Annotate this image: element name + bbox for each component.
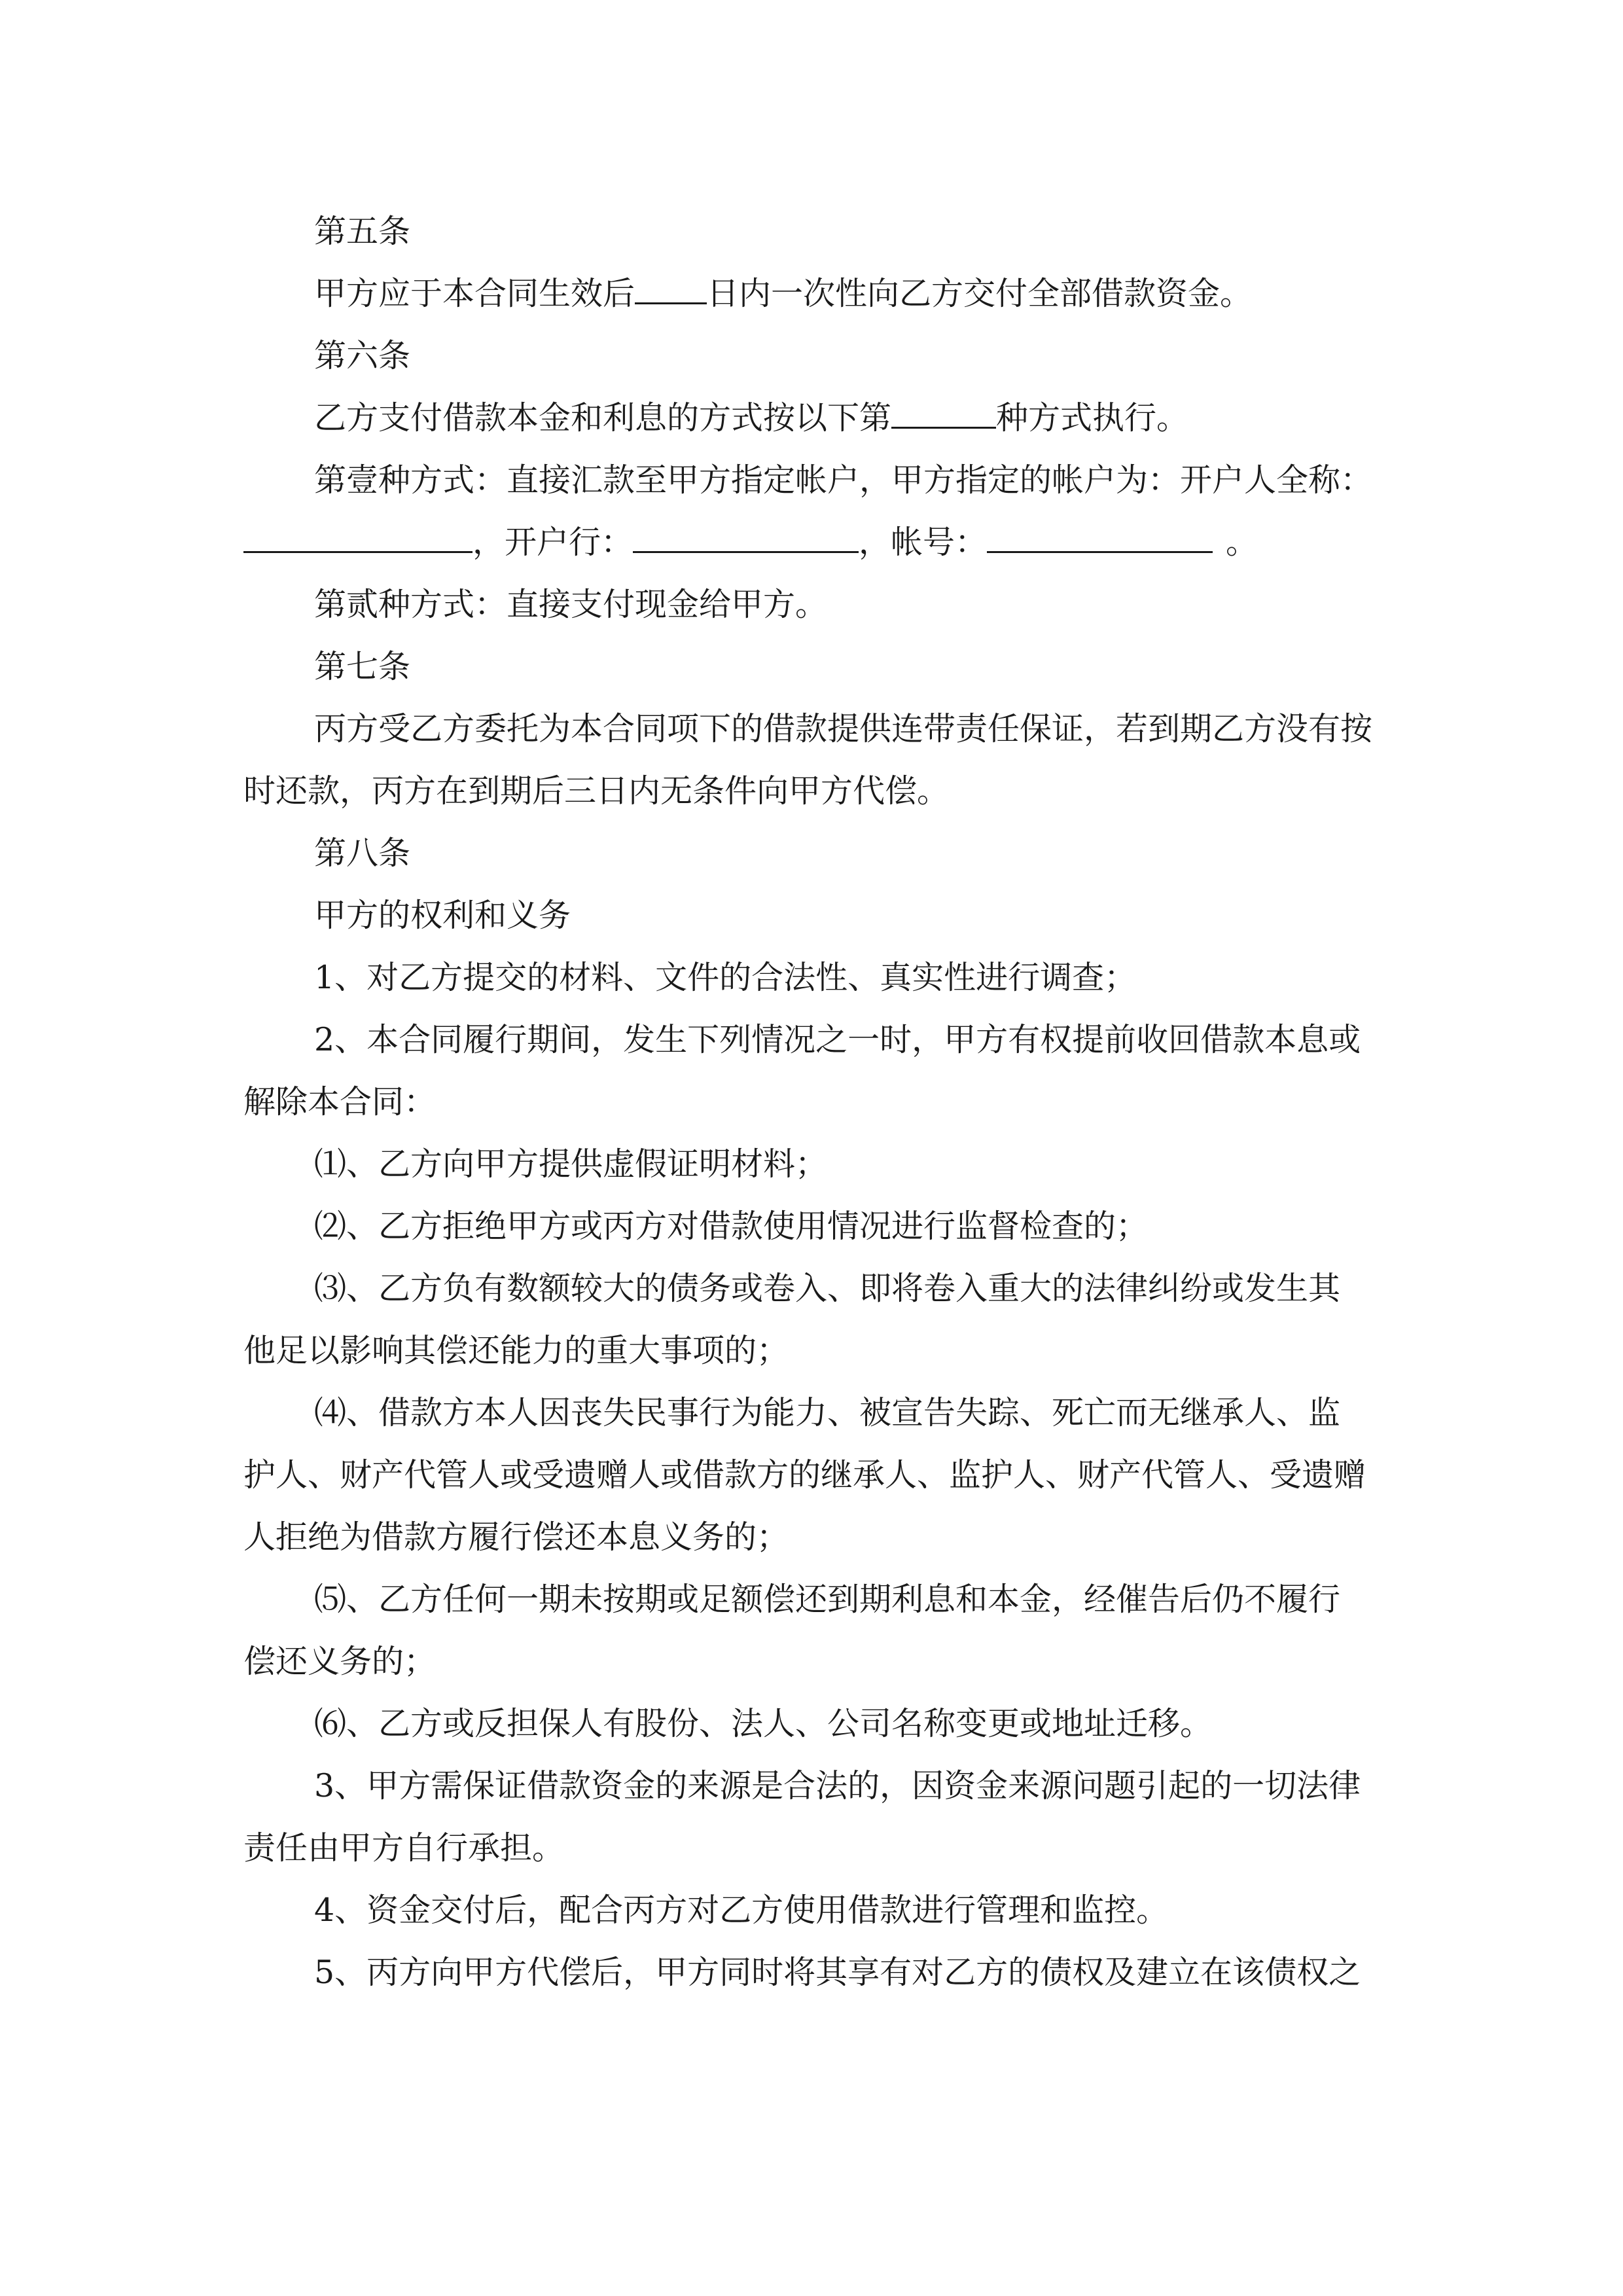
method-2-text: 第贰种方式：直接支付现金给甲方。 bbox=[314, 586, 828, 623]
article-7-line-2: 时还款，丙方在到期后三日内无条件向甲方代偿。 bbox=[243, 772, 950, 810]
item-2-line-1: 2、本合同履行期间，发生下列情况之一时，甲方有权提前收回借款本息或 bbox=[314, 1021, 1361, 1058]
article-5-text-before: 甲方应于本合同生效后 bbox=[314, 275, 635, 312]
article-5-text bbox=[314, 274, 1252, 314]
article-8-subheading: 甲方的权利和义务 bbox=[314, 897, 571, 934]
article-6-heading: 第六条 bbox=[314, 337, 411, 374]
item-3-line-2: 责任由甲方自行承担。 bbox=[243, 1829, 565, 1867]
article-8-heading: 第八条 bbox=[314, 834, 411, 872]
article-6-text-before: 乙方支付借款本金和利息的方式按以下第 bbox=[314, 399, 892, 437]
item-4: 4、资金交付后，配合丙方对乙方使用借款进行管理和监控。 bbox=[314, 1892, 1169, 1929]
method-1-account-label: ，帐号： bbox=[859, 524, 988, 561]
sub-item-5-line-1: ⑸、乙方任何一期未按期或足额偿还到期利息和本金，经催告后仍不履行 bbox=[314, 1581, 1341, 1618]
article-6-text bbox=[314, 398, 1188, 439]
bank-name-blank-field[interactable] bbox=[633, 525, 859, 553]
sub-item-5-line-2: 偿还义务的； bbox=[243, 1643, 437, 1680]
article-5-heading: 第五条 bbox=[314, 213, 411, 250]
article-5-text-after: 日内一次性向乙方交付全部借款资金。 bbox=[707, 275, 1253, 312]
sub-item-3-line-2: 他足以影响其偿还能力的重大事项的； bbox=[243, 1332, 789, 1369]
method-1-line-2 bbox=[243, 522, 1258, 563]
method-choice-blank-field[interactable] bbox=[891, 401, 996, 429]
account-holder-blank-field[interactable] bbox=[243, 525, 473, 553]
sub-item-4-line-2: 护人、财产代管人或受遗赠人或借款方的继承人、监护人、财产代管人、受遗赠 bbox=[243, 1456, 1366, 1494]
method-1-line-1: 第壹种方式：直接汇款至甲方指定帐户，甲方指定的帐户为：开户人全称： bbox=[314, 461, 1373, 499]
item-5-line-1: 5、丙方向甲方代偿后，甲方同时将其享有对乙方的债权及建立在该债权之 bbox=[314, 1954, 1361, 1991]
sub-item-6: ⑹、乙方或反担保人有股份、法人、公司名称变更或地址迁移。 bbox=[314, 1705, 1213, 1742]
sub-item-3-line-1: ⑶、乙方负有数额较大的债务或卷入、即将卷入重大的法律纠纷或发生其 bbox=[314, 1270, 1341, 1307]
sub-item-1: ⑴、乙方向甲方提供虚假证明材料； bbox=[314, 1145, 828, 1183]
article-7-heading: 第七条 bbox=[314, 648, 411, 685]
sub-item-2: ⑵、乙方拒绝甲方或丙方对借款使用情况进行监督检查的； bbox=[314, 1208, 1149, 1245]
sub-item-4-line-3: 人拒绝为借款方履行偿还本息义务的； bbox=[243, 1518, 789, 1556]
item-1: 1、对乙方提交的材料、文件的合法性、真实性进行调查； bbox=[314, 959, 1137, 996]
article-6-text-after: 种方式执行。 bbox=[996, 399, 1189, 437]
days-blank-field[interactable] bbox=[635, 276, 707, 304]
account-number-blank-field[interactable] bbox=[987, 525, 1213, 553]
article-7-line-1: 丙方受乙方委托为本合同项下的借款提供连带责任保证，若到期乙方没有按 bbox=[314, 710, 1373, 747]
method-1-bank-label: ，开户行： bbox=[473, 524, 633, 561]
item-2-line-2: 解除本合同： bbox=[243, 1083, 437, 1121]
sub-item-4-line-1: ⑷、借款方本人因丧失民事行为能力、被宣告失踪、死亡而无继承人、监 bbox=[314, 1394, 1341, 1431]
method-1-end: 。 bbox=[1226, 524, 1258, 561]
item-3-line-1: 3、甲方需保证借款资金的来源是合法的，因资金来源问题引起的一切法律 bbox=[314, 1767, 1361, 1804]
